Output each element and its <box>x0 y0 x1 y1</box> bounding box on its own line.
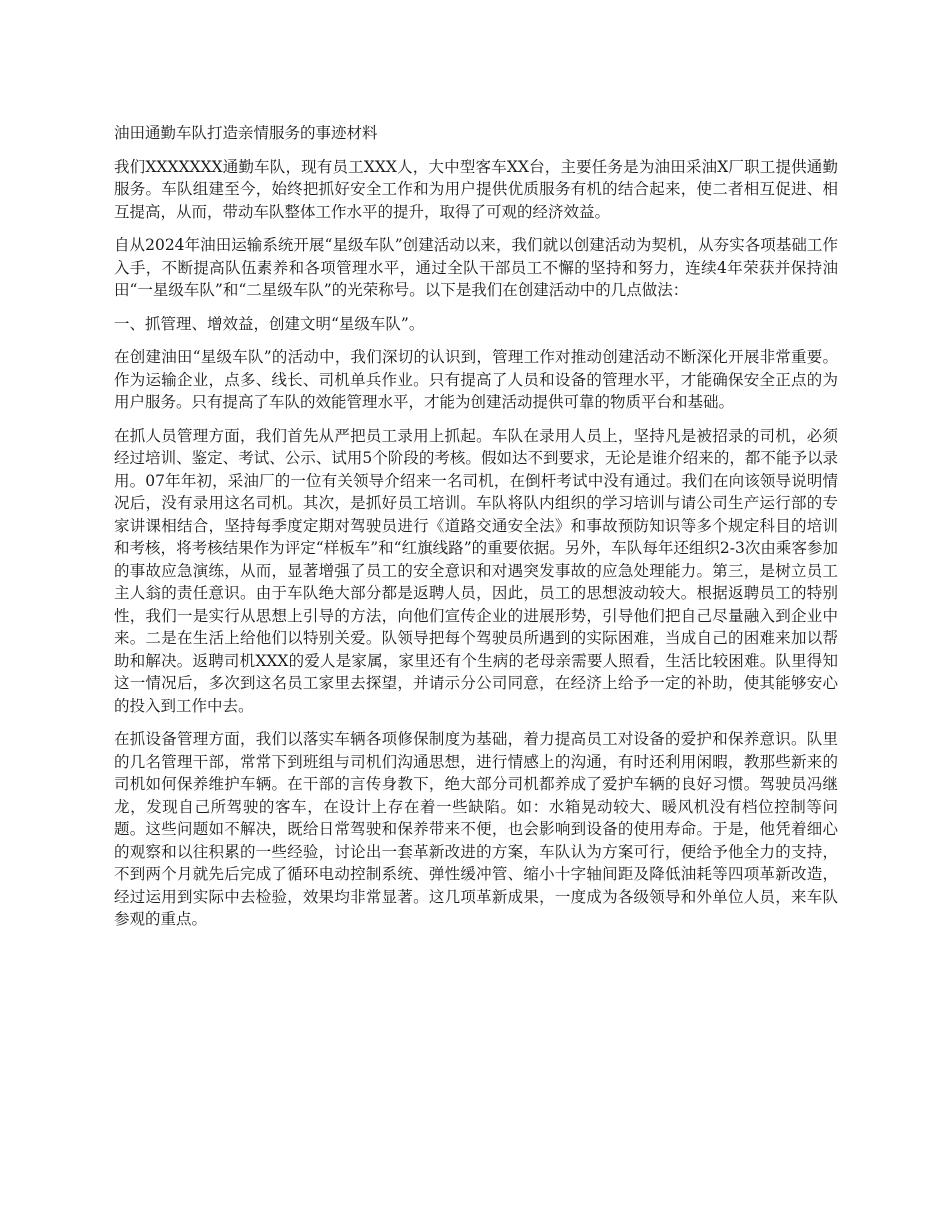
document-title: 油田通勤车队打造亲情服务的事迹材料 <box>114 124 378 142</box>
paragraph-personnel-management: 在抓人员管理方面，我们首先从严把员工录用上抓起。车队在录用人员上，坚持凡是被招录的司机，必须经过培训、鉴定、考试、公示、试用5个阶段的考核。假如达不到要求，无论是谁介绍来的，都不能予以录用。07年年初，采油厂的一位有关领导介绍来一名司机，在倒杆考试中没有通过。我们在向该领导说明情况后，没有录用这名司机。其次，是抓好员工培训。车队将队内组织的学习培训与请公司生产运行部的专家讲课相结合，坚持每季度定期对驾驶员进行《道路交通安全法》和事故预防知识等多个规定科目的培训和考核，将考核结果作为评定“样板车”和“红旗线路”的重要依据。另外，车队每年还组织2-3次由乘客参加的事故应急演练，从而，显著增强了员工的安全意识和对遇突发事故的应急处理能力。第三，是树立员工主人翁的责任意识。由于车队绝大部分都是返聘人员，因此，员工的思想波动较大。根据返聘员工的特别性，我们一是实行从思想上引导的方法，向他们宣传企业的进展形势，引导他们把自己尽量融入到企业中来。二是在生活上给他们以特别关爱。队领导把每个驾驶员所遇到的实际困难，当成自己的困难来加以帮助和解决。返聘司机XXX的爱人是家属，家里还有个生病的老母亲需要人照看，生活比较困难。队里得知这一情况后，多次到这名员工家里去探望，并请示分公司同意，在经济上给予一定的补助，使其能够安心的投入到工作中去。 <box>114 426 838 715</box>
paragraph-star-campaign: 自从2024年油田运输系统开展“星级车队”创建活动以来，我们就以创建活动为契机，从夯实各项基础工作入手，不断提高队伍素养和各项管理水平，通过全队干部员工不懈的坚持和努力，连续4年荣获并保持油田“一星级车队”和“二星级车队”的光荣称号。以下是我们在创建活动中的几点做法： <box>114 236 838 299</box>
section-heading-management: 一、抓管理、增效益，创建文明“星级车队”。 <box>114 314 425 333</box>
paragraph-management-importance: 在创建油田“星级车队”的活动中，我们深切的认识到，管理工作对推动创建活动不断深化开展非常重要。作为运输企业，点多、线长、司机单兵作业。只有提高了人员和设备的管理水平，才能确保安全正点的为用户服务。只有提高了车队的效能管理水平，才能为创建活动提供可靠的物质平台和基础。 <box>114 348 838 411</box>
document-body <box>114 122 838 942</box>
paragraph-equipment-management: 在抓设备管理方面，我们以落实车辆各项修保制度为基础，着力提高员工对设备的爱护和保养意识。队里的几名管理干部，常常下到班组与司机们沟通思想，进行情感上的沟通，有时还利用闲暇，教那些新来的司机如何保养维护车辆。在干部的言传身教下，绝大部分司机都养成了爱护车辆的良好习惯。驾驶员冯继龙，发现自己所驾驶的客车，在设计上存在着一些缺陷。如：水箱晃动较大、暖风机没有档位控制等问题。这些问题如不解决，既给日常驾驶和保养带来不便，也会影响到设备的使用寿命。于是，他凭着细心的观察和以往积累的一些经验，讨论出一套革新改进的方案，车队认为方案可行，便给予他全力的支持，不到两个月就先后完成了循环电动控制系统、弹性缓冲管、缩小十字轴间距及降低油耗等四项革新改造，经过运用到实际中去检验，效果均非常显著。这几项革新成果，一度成为各级领导和外单位人员，来车队参观的重点。 <box>114 730 838 928</box>
paragraph-intro: 我们XXXXXXX通勤车队，现有员工XXX人，大中型客车XX台，主要任务是为油田采油X厂职工提供通勤服务。车队组建至今，始终把抓好安全工作和为用户提供优质服务有机的结合起来，使二者相互促进、相互提高，从而，带动车队整体工作水平的提升，取得了可观的经济效益。 <box>114 157 838 221</box>
